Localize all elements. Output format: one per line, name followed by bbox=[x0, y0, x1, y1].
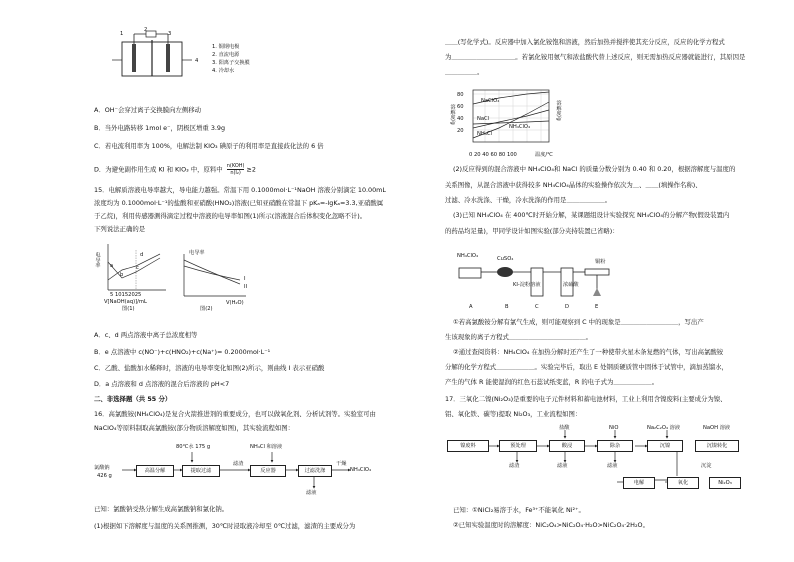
app-cuso4: CuSO₄ bbox=[497, 256, 514, 262]
app-letter-a: A bbox=[469, 304, 473, 310]
cell-label-4: 4 bbox=[195, 58, 199, 64]
flow1-filter-residue: 滤渣 bbox=[233, 461, 244, 467]
flow2-top-nio: NiO bbox=[609, 425, 619, 431]
sol-ylabel-right: 溶解度/g bbox=[555, 100, 562, 121]
fig1-point-c: c bbox=[136, 265, 139, 271]
fig2-caption: 图(2) bbox=[200, 306, 213, 312]
fig1-ylabel: 电导率 bbox=[94, 252, 101, 268]
flow2-top-naoh: NaOH 溶液 bbox=[703, 425, 731, 431]
cell-legend-4: 4. 冷却水 bbox=[212, 68, 235, 74]
q16-sub3-line1: (3)已知 NH₄ClO₄ 在 400℃时开始分解，某课题组设计实验探究 NH₄ClO₄的分解产物(假设装置内 bbox=[453, 211, 730, 219]
q15-line1: 15．电解质溶液电导率越大，导电能力越强。常温下用 0.1000mol·L⁻¹NaOH 溶液分别滴定 10.00mL bbox=[94, 186, 386, 194]
fig1-point-a: a bbox=[110, 263, 114, 269]
cell-legend-2: 2. 直流电源 bbox=[212, 52, 240, 58]
app-ki-starch: KI-淀粉溶液 bbox=[513, 282, 541, 288]
cell-label-2: 2 bbox=[144, 27, 148, 33]
q15-line4: 下列说法正确的是 bbox=[94, 225, 146, 233]
flow2-under-filtrate2: 滤液 bbox=[607, 463, 618, 469]
option-d-text: D．为避免副作用生成 KI 和 KIO₃ 中，原料中 bbox=[94, 165, 223, 174]
fig1-point-d: d bbox=[140, 252, 144, 258]
q16-sub3-part2-line3: 产生的气体 R 能使湿润的红色石蕊试纸变蓝，R 的电子式为＿＿＿＿＿＿。 bbox=[445, 378, 659, 386]
flow1-start-mass: 426 g bbox=[97, 473, 112, 479]
flow1-box-reactor: 反应器 bbox=[250, 465, 286, 477]
fig2-xlabel: V(H₂O) bbox=[226, 300, 244, 306]
flow2-box-pretreat: 预处理 bbox=[499, 440, 537, 452]
flow1-top-nh4cl: NH₄Cl 和溶液 bbox=[250, 444, 283, 450]
flow1-start: 氯酸钠 bbox=[94, 465, 110, 471]
sol-ylabel: 溶解度/g bbox=[449, 104, 456, 125]
app-reactant: NH₄ClO₄ bbox=[457, 253, 479, 259]
fig2-ylabel: 电导率 bbox=[189, 250, 205, 256]
sol-ytick-60: 60 bbox=[457, 104, 464, 110]
fraction-numerator: n(KOH) bbox=[226, 163, 245, 169]
option-c: C．若电流利用率为 100%，电解法制 KIO₃ 碘原子的利用率是直接歧化法的 6 倍 bbox=[94, 142, 324, 150]
fig1-conductivity-plot bbox=[100, 240, 170, 300]
q16-line2: NaClO₄等原料制取高氯酸铵(部分物质溶解度如图)，其实验流程如图： bbox=[94, 424, 295, 432]
flow2-box-product: Ni₂O₃ bbox=[709, 477, 741, 489]
cell-legend-3: 3. 阳离子交换膜 bbox=[212, 60, 250, 66]
app-cu: 铜粉 bbox=[595, 259, 606, 265]
q16-sub2-line1: (2)反应得到的混合溶液中 NH₄ClO₄和 NaCl 的质量分数分别为 0.40 和 0.20，根据溶解度与温度的 bbox=[453, 165, 736, 173]
q15-line2: 浓度均为 0.1000mol·L⁻¹的盐酸和亚硝酸(HNO₂)溶液(已知亚硝酸在常温下 pKₐ=-lgKₐ=3.3,亚硝酸属 bbox=[94, 199, 384, 207]
sol-series-naclo4: NaClO₄ bbox=[481, 98, 500, 104]
sol-xticks: 0 20 40 60 80 100 bbox=[469, 152, 517, 158]
sol-series-nh4clo4: NH₄ClO₄ bbox=[509, 124, 531, 130]
option-d-fraction bbox=[227, 163, 245, 176]
flow1-dry: 干燥 bbox=[336, 461, 347, 467]
flow1-top-water: 80℃水 175 g bbox=[176, 444, 211, 450]
q15-option-c: C．乙酸、盐酸加水稀释时，溶液的电导率变化如图(2)所示，则曲线 I 表示亚硝酸 bbox=[94, 364, 325, 372]
cell-legend-1: 1. 铜钢电极 bbox=[212, 44, 240, 50]
flow2-box-waste: 镍废料 bbox=[447, 440, 489, 452]
q17-note1: 已知：①NiCl₂易溶于水，Fe³⁺不能氧化 Ni²⁺。 bbox=[453, 506, 585, 514]
sol-ytick-80: 80 bbox=[457, 92, 464, 98]
flow2-box-precip: 沉镍 bbox=[647, 440, 683, 452]
q16-cont-line3: ＿＿＿＿＿。 bbox=[445, 68, 484, 76]
q15-line3: 于乙烷)，利用传感器测得滴定过程中溶液的电导率如图(1)所示(溶液混合后体积变化忽略不计)。 bbox=[94, 212, 367, 220]
sol-ytick-20: 20 bbox=[457, 128, 464, 134]
app-letter-b: B bbox=[505, 304, 509, 310]
fig2-line-I: I bbox=[244, 276, 246, 282]
fig1-caption: 图(1) bbox=[122, 306, 135, 312]
apparatus-diagram bbox=[455, 256, 615, 302]
app-letter-c: C bbox=[535, 304, 539, 310]
flow2-box-impurity: 除杂 bbox=[597, 440, 633, 452]
q16-sub3-part2-line2: 分解的化学方程式＿＿＿＿＿＿。实验完毕后，取出 E 处钢质硬质管中固体于试管中，滴加蒸馏水， bbox=[445, 363, 728, 371]
fig1-point-b: b bbox=[120, 272, 124, 278]
q15-option-b: B．e 点溶液中 c(NO⁻)+c(HNO₂)+c(Na⁺)= 0.2000mol·L⁻¹ bbox=[94, 348, 271, 356]
q15-option-d: D．a 点溶液和 d 点溶液的混合后溶液的 pH<7 bbox=[94, 380, 230, 388]
q17-note2: ②已知实验温度时的溶解度：NiC₂O₄>NiC₂O₄·H₂O>NiC₂O₄·2H₂O。 bbox=[453, 521, 649, 529]
option-a: A．OH⁻会穿过离子交换膜向左侧移动 bbox=[94, 106, 202, 114]
app-h2so4: 浓硫酸 bbox=[563, 282, 579, 288]
electrolysis-cell-diagram bbox=[112, 30, 202, 80]
cell-label-1: 1 bbox=[120, 31, 124, 37]
app-letter-e: E bbox=[595, 304, 599, 310]
q17-line1: 17．三氧化二镍(Ni₂O₃)是重要的电子元件材料和蓄电池材料，工业上利用含镍废料(主要成分为镍、 bbox=[445, 395, 727, 403]
flow2-box-acid: 酸浸 bbox=[549, 440, 585, 452]
flow2-top-hcl: 盐酸 bbox=[559, 425, 570, 431]
fig2-dilution-plot bbox=[180, 252, 250, 300]
flow1-product: NH₄ClO₄ bbox=[350, 467, 372, 473]
fig1-xlabel: V[NaOH(aq)]/mL bbox=[104, 299, 147, 305]
q16-sub3-part2-line1: ②通过查阅资料：NH₄ClO₄ 在加热分解时还产生了一种使带火星木条复燃的气体，写出高氯酸铵 bbox=[453, 348, 724, 356]
section-heading: 二、非选择题（共 55 分） bbox=[94, 395, 172, 403]
q16-sub2-line2: 关系图像，从混合溶液中获得较多 NH₄ClO₄晶体的实验操作依次为＿、＿＿(填操作名称)、 bbox=[445, 181, 702, 189]
option-d bbox=[94, 163, 256, 176]
q16-note: 已知：氯酸钠受热分解生成高氯酸钠和氯化钠。 bbox=[94, 505, 229, 513]
fig2-line-II: II bbox=[244, 284, 248, 290]
q17-line2: 铝、氧化铁、碳等)提取 Ni₂O₃，工业流程如图： bbox=[445, 410, 582, 418]
q15-option-a: A．c、d 两点溶液中离子总浓度相等 bbox=[94, 331, 198, 339]
flow2-under-residue: 滤渣 bbox=[509, 463, 520, 469]
q16-sub3-line2: 的药品均足量)，甲同学设计如图实验(部分夹持装置已省略)： bbox=[445, 227, 619, 235]
flow2-top-na2c2o4: Na₂C₂O₄ 溶液 bbox=[647, 425, 681, 431]
q16-sub1: (1)根据如下溶解度与温度的关系图推测，30℃时浸取液冷却至 0℃过滤，滤渣的主要成分为 bbox=[94, 522, 356, 530]
sol-ytick-40: 40 bbox=[457, 116, 464, 122]
q16-sub3-part1-line2: 生该现象的离子方程式＿＿＿＿＿＿＿＿＿＿＿＿。 bbox=[445, 333, 592, 341]
q16-cont-line2: 为＿＿＿＿＿＿＿＿＿＿。若氯化铵用氨气和浓盐酸代替上述反应，则无需加热反应器就能进行，其原因是 bbox=[445, 53, 746, 61]
sol-series-nh4cl: NH₄Cl bbox=[477, 131, 492, 137]
app-letter-d: D bbox=[565, 304, 569, 310]
q16-line1: 16．高氯酸铵(NH₄ClO₄)是复合火箭推进剂的重要成分，也可以做氧化剂、分析试剂等。实验室可由 bbox=[94, 410, 376, 418]
flow2-box-oxidize: 氧化 bbox=[667, 477, 699, 489]
q16-sub3-part1-line1: ①若高氯酸铵分解有氯气生成，则可能观察到 C 中的现象是＿＿＿＿＿＿＿＿＿，写出产 bbox=[453, 318, 704, 326]
option-b: B．当外电路转移 1mol e⁻，阴极区增重 3.9g bbox=[94, 124, 226, 132]
cell-label-3: 3 bbox=[168, 31, 172, 37]
option-d-ineq: ≥2 bbox=[246, 165, 256, 174]
flow2-box-convert: 沉镍转化 bbox=[695, 440, 739, 452]
flow2-box-electrolysis: 电解 bbox=[623, 477, 655, 489]
q16-cont-line1: ＿＿(写化学式)。反应器中加入氯化铵饱和溶液，然后加热并搅拌使其充分反应，反应的化学方程式 bbox=[445, 38, 725, 46]
sol-series-nacl: NaCl bbox=[477, 116, 490, 122]
sol-xlabel: 温度/℃ bbox=[535, 152, 553, 158]
flow1-box-wash: 过滤洗涤 bbox=[298, 465, 332, 477]
flow1-box-decompose: 高温分解 bbox=[136, 465, 174, 477]
flow2-under-precip: 沉淀 bbox=[701, 463, 712, 469]
q16-sub2-line3: 过滤、冷水洗涤、干燥，冷水洗涤的作用是＿＿＿＿＿＿。 bbox=[445, 196, 612, 204]
right-column bbox=[397, 0, 794, 562]
flow1-box-extract: 提取过滤 bbox=[182, 465, 220, 477]
flow1-bottom-filtrate: 滤液 bbox=[306, 490, 317, 496]
fig1-xticks: 5 10152025 bbox=[110, 292, 142, 298]
flow2-under-filtrate1: 滤液 bbox=[557, 463, 568, 469]
fraction-denominator: n(I₂) bbox=[230, 170, 241, 176]
flow2-arrows bbox=[445, 428, 745, 498]
